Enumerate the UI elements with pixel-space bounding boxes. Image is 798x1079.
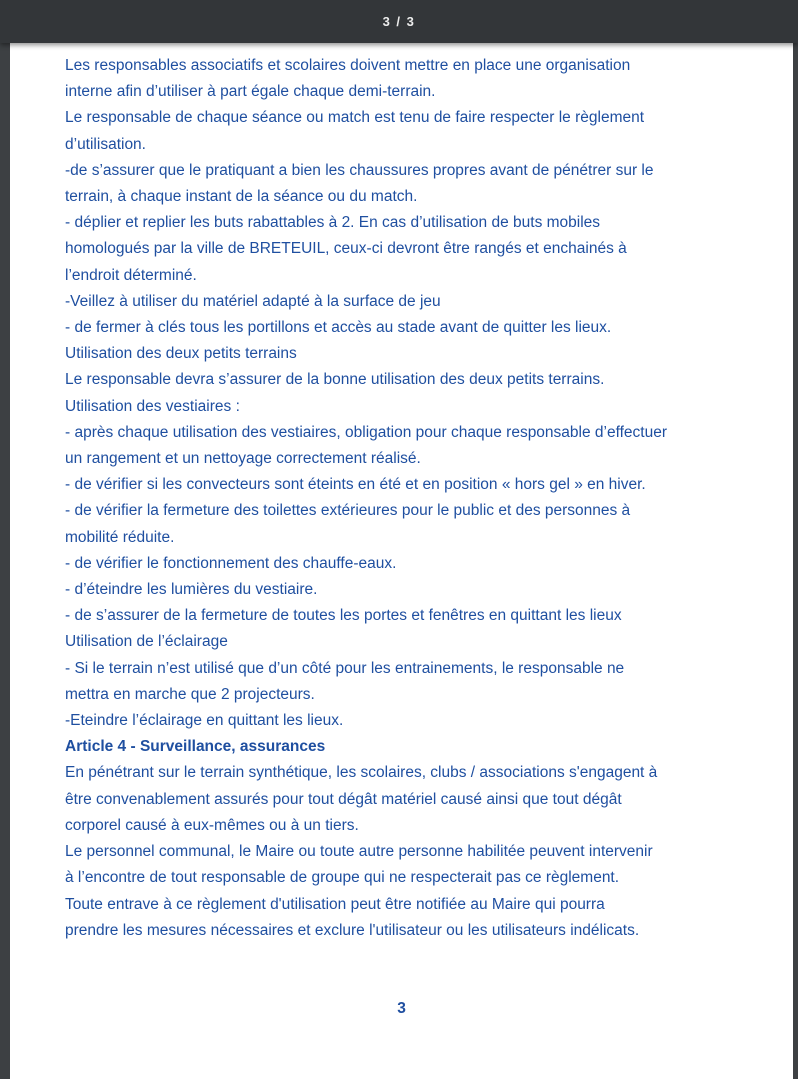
viewer-scroll-area[interactable] [0, 43, 798, 1079]
text-line: Utilisation des vestiaires : [65, 397, 240, 415]
text-line: Le responsable de chaque séance ou match est tenu de faire respecter le règlement [65, 109, 645, 127]
text-line: un rangement et un nettoyage correctement réalisé. [65, 450, 421, 468]
text-line: En pénétrant sur le terrain synthétique, les scolaires, clubs / associations s'engagent à [65, 764, 658, 782]
heading-line: Article 4 - Surveillance, assurances [65, 738, 326, 756]
document-body [10, 43, 793, 944]
text-line: mobilité réduite. [65, 528, 175, 546]
text-line: - de s’assurer de la fermeture de toutes les portes et fenêtres en quittant les lieux [65, 607, 622, 625]
text-line: d’utilisation. [65, 135, 146, 153]
text-line: - de vérifier la fermeture des toilettes extérieures pour le public et des personnes à [65, 502, 631, 520]
text-line: - de vérifier si les convecteurs sont éteints en été et en position « hors gel » en hiver. [65, 476, 646, 494]
text-line: mettra en marche que 2 projecteurs. [65, 685, 315, 703]
text-line: - déplier et replier les buts rabattables à 2. En cas d’utilisation de buts mobiles [65, 214, 601, 232]
text-line: prendre les mesures nécessaires et exclure l'utilisateur ou les utilisateurs indélicats. [65, 921, 640, 939]
text-line: corporel causé à eux-mêmes ou à un tiers. [65, 816, 359, 834]
text-line: -Veillez à utiliser du matériel adapté à la surface de jeu [65, 292, 441, 310]
text-line: homologués par la ville de BRETEUIL, ceux-ci devront être rangés et enchainés à [65, 240, 627, 258]
text-line: - de vérifier le fonctionnement des chauffe-eaux. [65, 554, 397, 572]
text-line: Le personnel communal, le Maire ou toute autre personne habilitée peuvent intervenir [65, 843, 653, 861]
text-line: Utilisation des deux petits terrains [65, 345, 297, 363]
viewer-toolbar [0, 0, 798, 43]
page-indicator: 3 / 3 [382, 14, 416, 29]
text-line: à l’encontre de tout responsable de groupe qui ne respecterait pas ce règlement. [65, 869, 620, 887]
text-line: interne afin d’utiliser à part égale chaque demi-terrain. [65, 83, 436, 101]
document-page[interactable] [10, 43, 793, 1079]
text-line: être convenablement assurés pour tout dégât matériel causé ainsi que tout dégât [65, 790, 622, 808]
text-line: Utilisation de l’éclairage [65, 633, 228, 651]
text-line: - après chaque utilisation des vestiaires, obligation pour chaque responsable d’effectuer [65, 423, 668, 441]
text-line: l’endroit déterminé. [65, 266, 197, 284]
text-line: - de fermer à clés tous les portillons et accès au stade avant de quitter les lieux. [65, 319, 612, 337]
text-line: - Si le terrain n’est utilisé que d’un côté pour les entrainements, le responsable ne [65, 659, 625, 677]
text-line: Toute entrave à ce règlement d'utilisation peut être notifiée au Maire qui pourra [65, 895, 605, 913]
text-line: Les responsables associatifs et scolaires doivent mettre en place une organisation [65, 57, 631, 74]
text-line: -de s’assurer que le pratiquant a bien les chaussures propres avant de pénétrer sur le [65, 161, 654, 179]
text-line: -Eteindre l’éclairage en quittant les lieux. [65, 712, 344, 730]
page-footer-number: 3 [397, 999, 406, 1017]
text-line: terrain, à chaque instant de la séance ou du match. [65, 188, 418, 206]
text-line: Le responsable devra s’assurer de la bonne utilisation des deux petits terrains. [65, 371, 605, 389]
text-line: - d’éteindre les lumières du vestiaire. [65, 581, 318, 599]
